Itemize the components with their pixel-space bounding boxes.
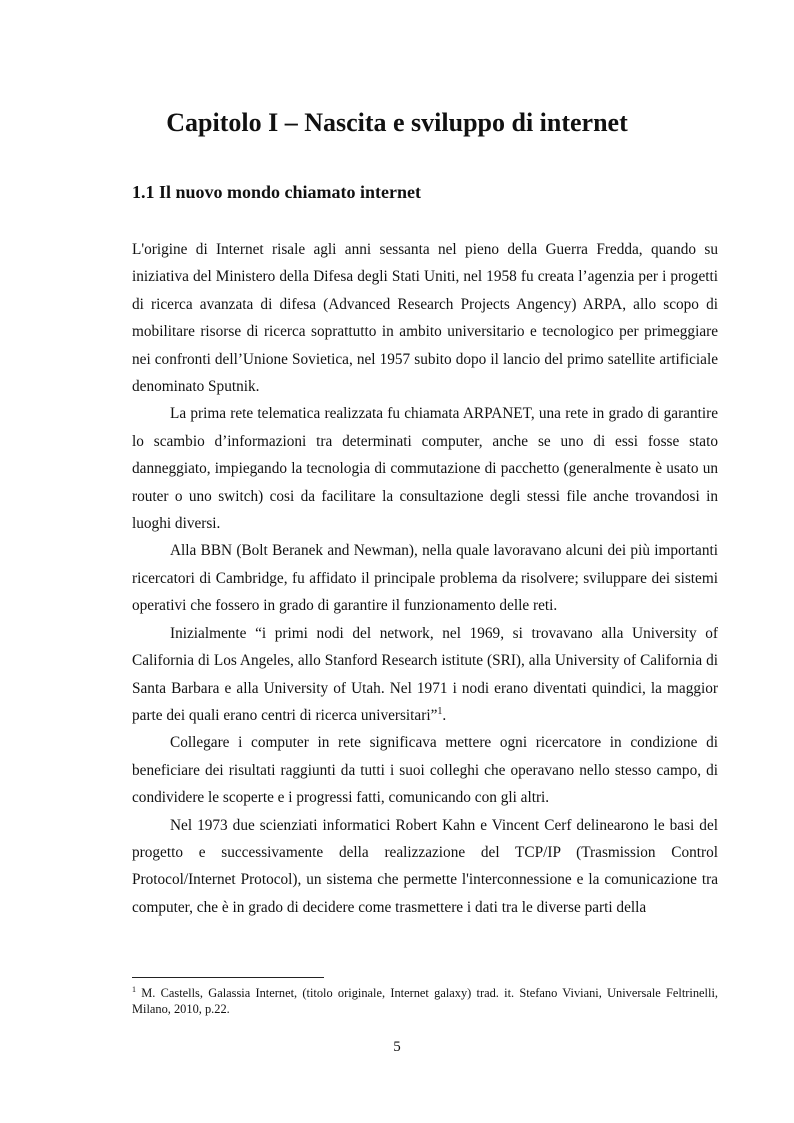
paragraph-4 xyxy=(132,620,718,730)
footnote-text: M. Castells, Galassia Internet, (titolo originale, Internet galaxy) trad. it. Stefano Viviani, Universale Feltrinelli, Milano, 2010, p.22. xyxy=(132,986,718,1016)
paragraph-1: L'origine di Internet risale agli anni sessanta nel pieno della Guerra Fredda, quando su iniziativa del Ministero della Difesa degli Stati Uniti, nel 1958 fu creata l’agenzia per i progetti di ricerca avanzata di difesa (Advanced Research Projects Angency) ARPA, allo scopo di mobilitare risorse di ricerca soprattutto in ambito universitario e tecnologico per primeggiare nei confronti dell’Unione Sovietica, nel 1957 subito dopo il lancio del primo satellite artificiale denominato Sputnik. xyxy=(132,241,718,396)
paragraph-2: La prima rete telematica realizzata fu chiamata ARPANET, una rete in grado di garantire lo scambio d’informazioni tra determinati computer, anche se uno di essi fosse stato danneggiato, impiegando la tecnologia di commutazione di pacchetto (generalmente è usato un router o uno switch) cosi da facilitare la consultazione degli stessi file anche trovandosi in luoghi diversi. xyxy=(132,405,718,533)
paragraph-6: Nel 1973 due scienziati informatici Robert Kahn e Vincent Cerf delinearono le basi del progetto e successivamente della realizzazione del TCP/IP (Trasmission Control Protocol/Internet Protocol), un sistema che permette l'interconnessione e la comunicazione tra computer, che è in grado di decidere come trasmettere i dati tra le diverse parti della xyxy=(132,816,718,916)
page-number: 5 xyxy=(393,1039,401,1055)
footnote-number: 1 xyxy=(132,984,136,994)
footnote-divider xyxy=(132,977,324,978)
body-text xyxy=(132,236,718,921)
footnote xyxy=(132,985,718,1017)
section-title: 1.1 Il nuovo mondo chiamato internet xyxy=(132,182,422,202)
paragraph-4-end: . xyxy=(442,706,447,724)
paragraph-4-text: Inizialmente “i primi nodi del network, nel 1969, si trovavano alla University of California di Los Angeles, allo Stanford Research istitute (SRI), alla University of California di Santa Barbara e alla University of Utah. Nel 1971 i nodi erano diventati quindici, la maggior parte dei quali erano centri di ricerca universitari” xyxy=(132,624,718,724)
footnote-reference[interactable]: 1 xyxy=(437,705,443,717)
paragraph-3: Alla BBN (Bolt Beranek and Newman), nella quale lavoravano alcuni dei più importanti ricercatori di Cambridge, fu affidato il principale problema da risolvere; sviluppare dei sistemi operativi che fossero in grado di garantire il funzionamento delle reti. xyxy=(132,542,718,615)
chapter-title: Capitolo I – Nascita e sviluppo di internet xyxy=(166,108,628,137)
paragraph-5: Collegare i computer in rete significava mettere ogni ricercatore in condizione di beneficiare dei risultati raggiunti da tutti i suoi colleghi che operavano nello stesso campo, di condividere le scoperte e i progressi fatti, comunicando con gli altri. xyxy=(132,734,718,807)
